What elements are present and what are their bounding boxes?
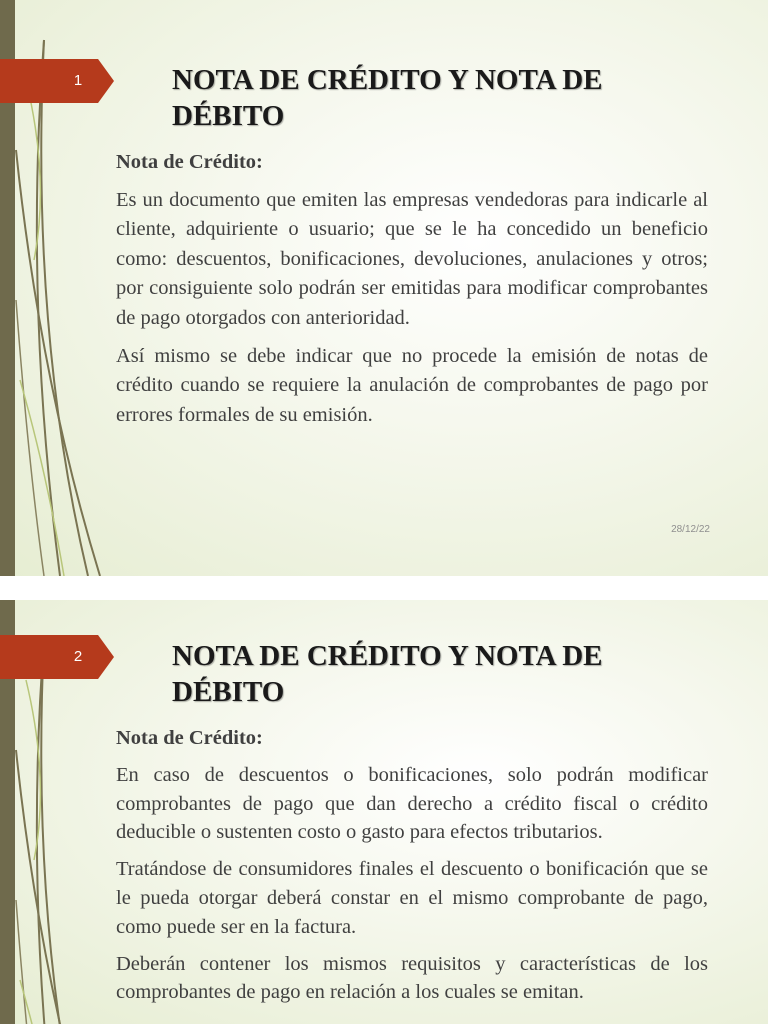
slide-content (116, 148, 708, 438)
slide-number-tag (0, 59, 114, 103)
paragraph: En caso de descuentos o bonificaciones, solo podrán modificar comprobantes de pago que dan derecho a crédito fiscal o crédito deducible o sustenten costo o gasto para efectos tributarios. (116, 763, 708, 844)
paragraph: Tratándose de consumidores finales el descuento o bonificación que se le pueda otorgar deberá constar en el mismo comprobante de pago, como puede ser en la factura. (116, 858, 708, 938)
slide-gap (0, 576, 768, 600)
slide-title: NOTA DE CRÉDITO Y NOTA DE DÉBITO (172, 640, 603, 708)
slide-number-tag (0, 635, 114, 679)
paragraph: Es un documento que emiten las empresas vendedoras para indicarle al cliente, adquiriente o usuario; que se le ha concedido un beneficio como: descuentos, bonificaciones, devoluciones, anulaciones y otros; por consiguiente solo podrán ser emitidas para modificar comprobantes de pago otorgados con anterioridad. (116, 188, 708, 329)
slide-date: 28/12/22 (671, 524, 710, 535)
subheading: Nota de Crédito: (116, 727, 263, 749)
slide-title: NOTA DE CRÉDITO Y NOTA DE DÉBITO (172, 64, 603, 132)
slide-content (116, 724, 708, 1015)
subheading: Nota de Crédito: (116, 151, 263, 173)
paragraph: Así mismo se debe indicar que no procede la emisión de notas de crédito cuando se requiere la anulación de comprobantes de pago por errores formales de su emisión. (116, 344, 708, 426)
slide-2 (0, 600, 768, 1024)
slide-number: 2 (73, 648, 83, 665)
slide-number: 1 (73, 72, 83, 89)
paragraph: Deberán contener los mismos requisitos y características de los comprobantes de pago en relación a los cuales se emitan. (116, 952, 708, 1004)
